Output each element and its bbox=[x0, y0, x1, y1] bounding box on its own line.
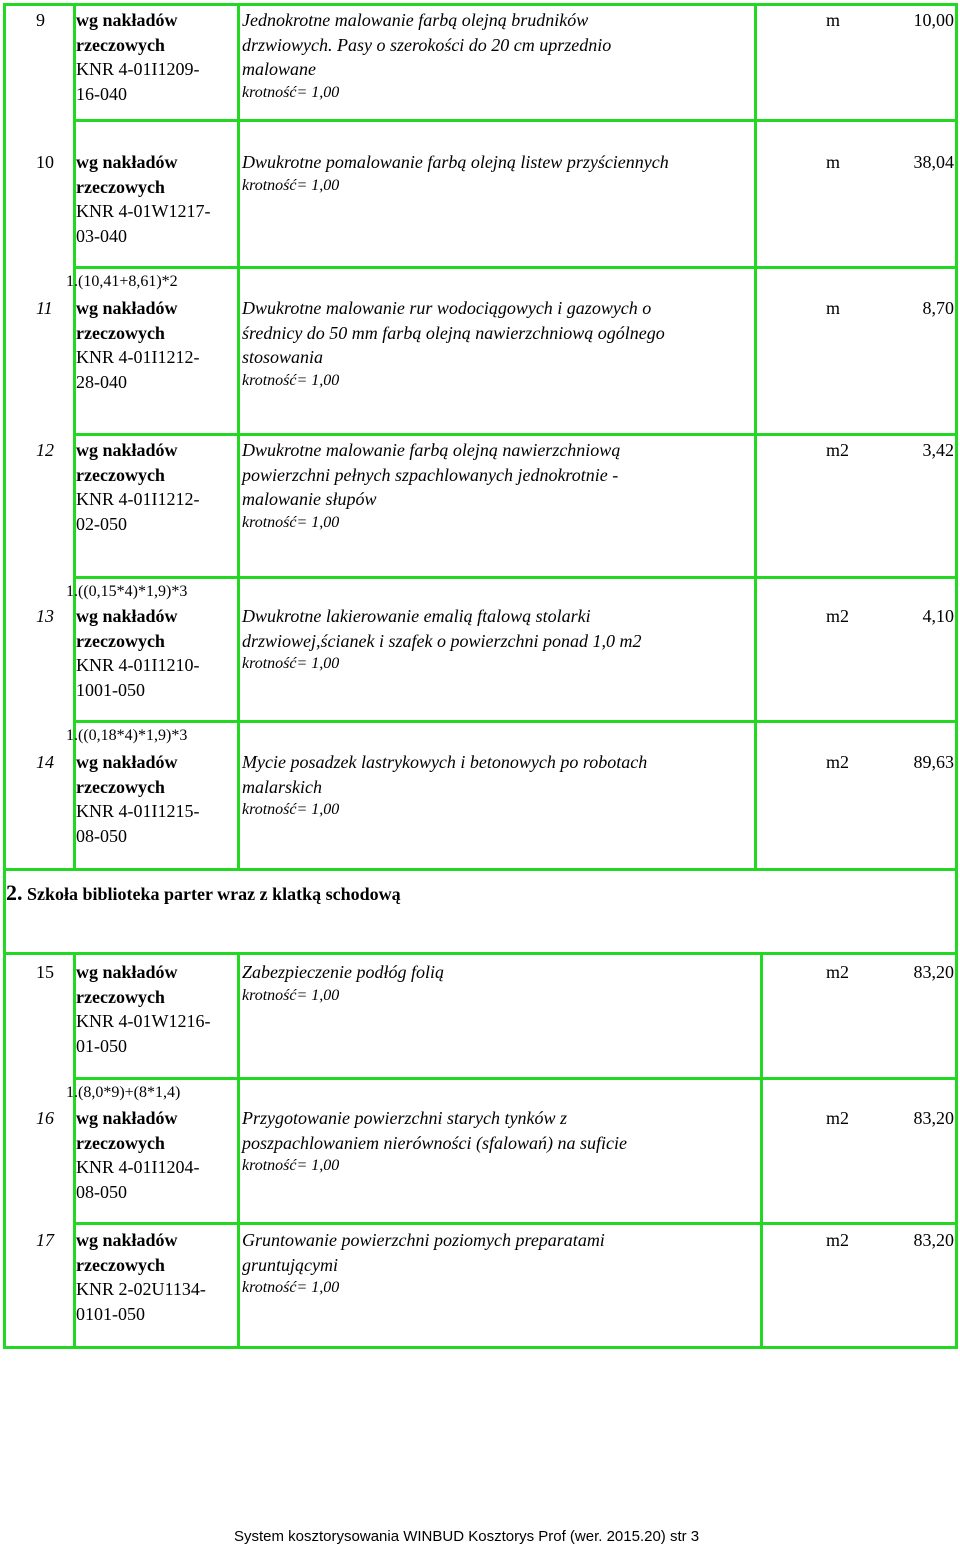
grid-line bbox=[955, 3, 958, 870]
grid-line bbox=[73, 433, 958, 436]
factor-label: krotność= 1,00 bbox=[242, 513, 340, 531]
basis bbox=[76, 438, 236, 536]
section-heading bbox=[6, 880, 401, 906]
basis-label: wg nakładów bbox=[76, 1230, 178, 1250]
quantity: 10,00 bbox=[913, 10, 954, 30]
grid-line bbox=[754, 3, 757, 870]
basis-label: wg nakładów bbox=[76, 752, 178, 772]
grid-line bbox=[3, 3, 958, 6]
basis-label: rzeczowych bbox=[76, 1132, 165, 1153]
unit: m2 bbox=[826, 606, 850, 626]
grid-line bbox=[73, 1222, 958, 1225]
grid-line bbox=[73, 1077, 958, 1080]
grid-line bbox=[73, 119, 958, 122]
grid-line bbox=[3, 1346, 958, 1349]
quantity: 3,42 bbox=[922, 440, 954, 460]
grid-line bbox=[955, 868, 958, 953]
factor-label: krotność= 1,00 bbox=[242, 801, 340, 818]
grid-line bbox=[3, 3, 6, 870]
knr-code: KNR 4-01I1212- bbox=[76, 489, 200, 509]
desc-line: Mycie posadzek lastrykowych i betonowych po robotach bbox=[242, 752, 648, 772]
unit: m bbox=[826, 152, 841, 172]
basis-label: rzeczowych bbox=[76, 776, 165, 797]
basis bbox=[76, 296, 236, 394]
desc-line: Dwukrotne lakierowanie emalią ftalową stolarki bbox=[242, 606, 591, 626]
desc-line: średnicy do 50 mm farbą olejną nawierzchniową ogólnego bbox=[242, 322, 665, 343]
row-number: 17 bbox=[36, 1230, 54, 1250]
item-description bbox=[242, 604, 752, 675]
knr-code: KNR 4-01I1215- bbox=[76, 801, 200, 821]
basis bbox=[76, 8, 236, 106]
grid-line bbox=[73, 576, 958, 579]
knr-code: KNR 4-01W1217- bbox=[76, 201, 211, 221]
quantity: 83,20 bbox=[913, 1230, 954, 1250]
knr-code: 28-040 bbox=[76, 371, 127, 392]
row-number: 11 bbox=[36, 298, 53, 318]
desc-line: Dwukrotne malowanie farbą olejną nawierzchniową bbox=[242, 440, 621, 460]
basis-label: wg nakładów bbox=[76, 962, 178, 982]
unit: m2 bbox=[826, 752, 850, 772]
page-footer: System kosztorysowania WINBUD Kosztorys Prof (wer. 2015.20) str 3 bbox=[234, 1528, 700, 1545]
knr-code: KNR 4-01W1216- bbox=[76, 1011, 211, 1031]
row-number: 9 bbox=[36, 10, 45, 30]
measurement: 1.(8,0*9)+(8*1,4) bbox=[66, 1084, 181, 1101]
basis bbox=[76, 150, 236, 248]
basis-label: rzeczowych bbox=[76, 464, 165, 485]
row-number: 15 bbox=[36, 962, 54, 982]
basis bbox=[76, 750, 236, 848]
knr-code: KNR 4-01I1204- bbox=[76, 1157, 200, 1177]
knr-code: 1001-050 bbox=[76, 679, 145, 700]
knr-code: KNR 4-01I1210- bbox=[76, 655, 200, 675]
quantity: 83,20 bbox=[913, 1108, 954, 1128]
unit: m2 bbox=[826, 440, 850, 460]
item-description bbox=[242, 960, 752, 1007]
item-description bbox=[242, 1228, 752, 1299]
factor-label: krotność= 1,00 bbox=[242, 986, 340, 1004]
grid-line bbox=[760, 952, 763, 1348]
row-number: 13 bbox=[36, 606, 54, 626]
desc-line: malowanie słupów bbox=[242, 489, 377, 509]
knr-code: 08-050 bbox=[76, 1181, 127, 1202]
desc-line: malarskich bbox=[242, 776, 322, 797]
knr-code: KNR 2-02U1134- bbox=[76, 1279, 206, 1299]
knr-code: 08-050 bbox=[76, 825, 127, 846]
desc-line: Zabezpieczenie podłóg folią bbox=[242, 962, 444, 982]
grid-line bbox=[73, 266, 958, 269]
row-number: 14 bbox=[36, 752, 54, 772]
measurement: 1.((0,15*4)*1,9)*3 bbox=[66, 583, 188, 600]
knr-code: KNR 4-01I1209- bbox=[76, 59, 200, 79]
item-description bbox=[242, 296, 752, 392]
knr-code: 16-040 bbox=[76, 83, 127, 104]
row-number: 10 bbox=[36, 152, 54, 172]
desc-line: Gruntowanie powierzchni poziomych preparatami bbox=[242, 1230, 605, 1250]
factor-label: krotność= 1,00 bbox=[242, 371, 340, 389]
knr-code: 02-050 bbox=[76, 513, 127, 534]
quantity: 89,63 bbox=[913, 752, 954, 772]
desc-line: gruntującymi bbox=[242, 1254, 338, 1275]
basis-label: rzeczowych bbox=[76, 176, 165, 197]
unit: m2 bbox=[826, 962, 850, 982]
desc-line: Dwukrotne malowanie rur wodociągowych i gazowych o bbox=[242, 298, 652, 318]
item-description bbox=[242, 1106, 752, 1177]
basis-label: wg nakładów bbox=[76, 1108, 178, 1128]
basis bbox=[76, 960, 236, 1058]
basis-label: rzeczowych bbox=[76, 322, 165, 343]
grid-line bbox=[237, 952, 240, 1348]
basis-label: wg nakładów bbox=[76, 152, 178, 172]
basis-label: rzeczowych bbox=[76, 986, 165, 1007]
desc-line: Jednokrotne malowanie farbą olejną brudników bbox=[242, 10, 589, 30]
knr-code: 01-050 bbox=[76, 1035, 127, 1056]
basis-label: wg nakładów bbox=[76, 606, 178, 626]
grid-line bbox=[3, 868, 958, 871]
measurement: 1.(10,41+8,61)*2 bbox=[66, 273, 178, 290]
factor-label: krotność= 1,00 bbox=[242, 655, 340, 672]
grid-line bbox=[955, 952, 958, 1348]
unit: m bbox=[826, 298, 841, 318]
quantity: 8,70 bbox=[922, 298, 954, 318]
desc-line: powierzchni pełnych szpachlowanych jednokrotnie - bbox=[242, 464, 619, 485]
row-number: 12 bbox=[36, 440, 54, 460]
basis bbox=[76, 1228, 236, 1326]
knr-code: KNR 4-01I1212- bbox=[76, 347, 200, 367]
factor-label: krotność= 1,00 bbox=[242, 1279, 340, 1296]
section-number: 2. bbox=[6, 880, 23, 905]
basis bbox=[76, 1106, 236, 1204]
grid-line bbox=[237, 3, 240, 870]
measurement: 1.((0,18*4)*1,9)*3 bbox=[66, 727, 188, 744]
basis-label: wg nakładów bbox=[76, 10, 178, 30]
item-description bbox=[242, 8, 752, 104]
desc-line: poszpachlowaniem nierówności (sfalowań) na suficie bbox=[242, 1132, 627, 1153]
desc-line: malowane bbox=[242, 59, 316, 79]
item-description bbox=[242, 438, 752, 534]
quantity: 38,04 bbox=[913, 152, 954, 172]
basis-label: rzeczowych bbox=[76, 34, 165, 55]
desc-line: Przygotowanie powierzchni starych tynków z bbox=[242, 1108, 567, 1128]
desc-line: drzwiowej,ścianek i szafek o powierzchni ponad 1,0 m2 bbox=[242, 630, 642, 651]
grid-line bbox=[3, 952, 958, 955]
desc-line: Dwukrotne pomalowanie farbą olejną listew przyściennych bbox=[242, 152, 669, 172]
section-title: Szkoła biblioteka parter wraz z klatką schodową bbox=[27, 884, 401, 904]
desc-line: stosowania bbox=[242, 347, 324, 367]
unit: m2 bbox=[826, 1108, 850, 1128]
factor-label: krotność= 1,00 bbox=[242, 176, 340, 194]
unit: m2 bbox=[826, 1230, 850, 1250]
basis-label: rzeczowych bbox=[76, 1254, 165, 1275]
basis-label: wg nakładów bbox=[76, 440, 178, 460]
basis-label: rzeczowych bbox=[76, 630, 165, 651]
factor-label: krotność= 1,00 bbox=[242, 83, 340, 101]
knr-code: 03-040 bbox=[76, 225, 127, 246]
desc-line: drzwiowych. Pasy o szerokości do 20 cm uprzednio bbox=[242, 34, 612, 55]
row-number: 16 bbox=[36, 1108, 54, 1128]
item-description bbox=[242, 750, 752, 821]
basis-label: wg nakładów bbox=[76, 298, 178, 318]
grid-line bbox=[73, 720, 958, 723]
item-description bbox=[242, 150, 752, 197]
knr-code: 0101-050 bbox=[76, 1303, 145, 1324]
grid-line bbox=[3, 952, 6, 1348]
quantity: 4,10 bbox=[922, 606, 954, 626]
factor-label: krotność= 1,00 bbox=[242, 1157, 340, 1174]
basis bbox=[76, 604, 236, 702]
unit: m bbox=[826, 10, 841, 30]
quantity: 83,20 bbox=[913, 962, 954, 982]
